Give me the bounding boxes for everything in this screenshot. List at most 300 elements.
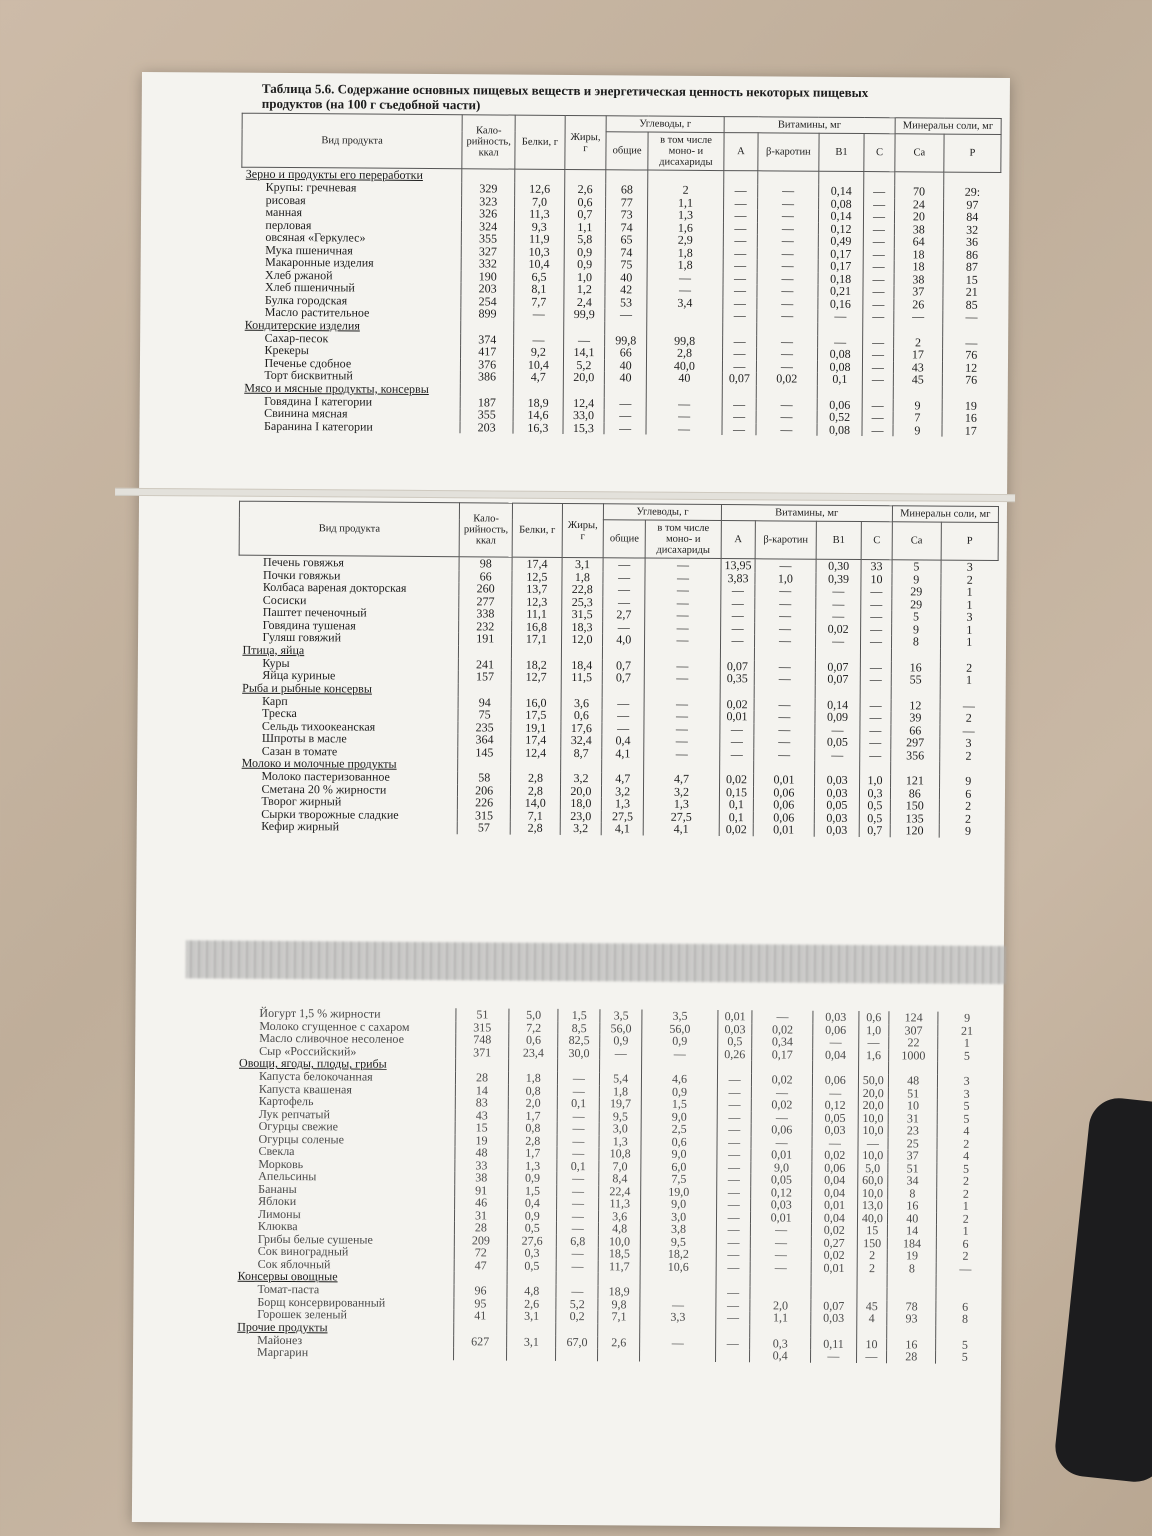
value-cell: 277	[459, 595, 512, 608]
col-header-carbs: Углеводы, г	[604, 504, 722, 521]
value-cell: 12,4	[563, 396, 605, 409]
empty-cell	[863, 386, 893, 399]
value-cell: 2,7	[603, 608, 645, 621]
value-cell: 31,5	[561, 608, 603, 621]
value-cell: 12,7	[511, 671, 560, 684]
value-cell: 324	[462, 220, 515, 233]
value-cell: —	[818, 310, 864, 323]
value-cell: 16,0	[511, 696, 560, 709]
value-cell: 0,03	[718, 1023, 752, 1036]
value-cell: 16	[887, 1338, 936, 1351]
value-cell: 28	[454, 1221, 507, 1234]
empty-cell	[459, 645, 512, 658]
value-cell: —	[861, 635, 891, 648]
value-cell: —	[943, 311, 1000, 324]
value-cell: 4,0	[603, 633, 645, 646]
empty-cell	[936, 1275, 993, 1288]
value-cell: —	[864, 185, 894, 198]
value-cell: 1,0	[564, 270, 606, 283]
value-cell: 0,08	[817, 360, 863, 373]
value-cell: 9,0	[641, 1198, 717, 1211]
value-cell: —	[754, 748, 815, 761]
value-cell: 0,1	[558, 1097, 600, 1110]
value-cell: 10,0	[858, 1112, 888, 1125]
value-cell: 97	[944, 198, 1001, 211]
value-cell: 96	[454, 1284, 507, 1297]
value-cell: 0,02	[812, 1149, 858, 1162]
value-cell: —	[754, 660, 815, 673]
value-cell: —	[717, 1198, 751, 1211]
value-cell: —	[723, 272, 757, 285]
value-cell: —	[758, 197, 819, 210]
value-cell: —	[757, 309, 818, 322]
value-cell: 226	[457, 796, 510, 809]
value-cell: 0,07	[815, 660, 861, 673]
value-cell: 9,3	[515, 220, 564, 233]
value-cell: 40	[888, 1212, 937, 1225]
value-cell: 0,01	[751, 1148, 812, 1161]
value-cell: 1,5	[558, 1009, 600, 1022]
value-cell: 46	[454, 1196, 507, 1209]
value-cell: 19	[455, 1134, 508, 1147]
value-cell: 187	[460, 396, 513, 409]
value-cell: 2,0	[508, 1097, 557, 1110]
value-cell: 17	[893, 348, 942, 361]
value-cell: 60,0	[857, 1174, 887, 1187]
value-cell: 10,0	[858, 1149, 888, 1162]
value-cell: 10,0	[858, 1124, 888, 1137]
value-cell: 1,7	[508, 1109, 557, 1122]
value-cell: 83	[455, 1096, 508, 1109]
value-cell	[507, 1348, 556, 1361]
value-cell: —	[644, 710, 720, 723]
col-header-min-ca: Са	[892, 522, 942, 560]
value-cell: —	[817, 335, 863, 348]
table-body	[237, 555, 998, 837]
value-cell: 74	[606, 221, 648, 234]
value-cell: 23,0	[560, 809, 602, 822]
empty-cell	[811, 1324, 857, 1337]
value-cell: —	[716, 1248, 750, 1261]
value-cell: 145	[458, 746, 511, 759]
empty-cell	[514, 320, 563, 333]
value-cell: 2,6	[598, 1336, 640, 1349]
empty-cell	[720, 647, 754, 660]
value-cell: 0,6	[641, 1135, 717, 1148]
value-cell: 15,3	[563, 421, 605, 434]
value-cell: —	[754, 723, 815, 736]
value-cell: —	[718, 1073, 752, 1086]
value-cell: 235	[458, 721, 511, 734]
value-cell: 0,07	[811, 1299, 857, 1312]
value-cell: 0,8	[508, 1084, 557, 1097]
value-cell: 9,0	[641, 1148, 717, 1161]
empty-cell	[942, 386, 999, 399]
value-cell: 22	[889, 1036, 938, 1049]
product-name: Борщ консервированный	[257, 1294, 386, 1310]
value-cell	[857, 1287, 887, 1300]
value-cell: —	[558, 1072, 600, 1085]
value-cell: 5	[937, 1162, 994, 1175]
value-cell: 25,3	[561, 595, 603, 608]
value-cell: 157	[458, 670, 511, 683]
value-cell: —	[717, 1161, 751, 1174]
value-cell: 0,26	[718, 1048, 752, 1061]
value-cell: 1,8	[509, 1072, 558, 1085]
value-cell: 9,8	[598, 1298, 640, 1311]
value-cell: —	[864, 198, 894, 211]
value-cell: —	[603, 621, 645, 634]
value-cell: 29	[891, 598, 940, 611]
value-cell: 0,9	[564, 245, 606, 258]
value-cell: 6	[937, 1237, 994, 1250]
empty-cell	[817, 385, 863, 398]
value-cell: 28	[887, 1350, 936, 1363]
value-cell: 0,01	[753, 823, 814, 836]
empty-cell	[861, 648, 891, 661]
value-cell: 16,3	[513, 421, 562, 434]
col-header-carbs: Углеводы, г	[606, 116, 724, 133]
table-section-2	[237, 501, 999, 838]
value-cell: 1,3	[508, 1159, 557, 1172]
value-cell: —	[754, 672, 815, 685]
value-cell: —	[558, 1122, 600, 1135]
value-cell: 31	[888, 1112, 937, 1125]
value-cell: 1	[937, 1200, 994, 1213]
product-name: Апельсины	[258, 1168, 317, 1184]
value-cell: 0,06	[813, 1023, 859, 1036]
empty-cell	[893, 386, 942, 399]
value-cell: —	[864, 248, 894, 261]
empty-cell	[754, 685, 815, 698]
value-cell: —	[863, 310, 893, 323]
value-cell: 9,5	[640, 1235, 716, 1248]
empty-cell	[856, 1325, 886, 1338]
value-cell: —	[723, 297, 757, 310]
value-cell: 0,17	[818, 247, 864, 260]
value-cell: 19,0	[641, 1185, 717, 1198]
value-cell: —	[893, 310, 942, 323]
value-cell: —	[722, 423, 756, 436]
value-cell: —	[722, 360, 756, 373]
product-name: Лимоны	[257, 1206, 301, 1221]
value-cell: 0,02	[756, 372, 817, 385]
value-cell: 26	[894, 298, 943, 311]
value-cell: 355	[461, 232, 514, 245]
value-cell: 40	[605, 271, 647, 284]
value-cell: 2	[937, 1212, 994, 1225]
col-header-min-ca: Са	[895, 134, 945, 172]
product-name: Сельдь тихоокеанская	[261, 718, 376, 734]
product-name: Масло растительное	[264, 304, 370, 320]
value-cell: 11,7	[598, 1260, 640, 1273]
empty-cell	[461, 320, 514, 333]
value-cell: 307	[889, 1024, 938, 1037]
value-cell: 41	[454, 1309, 507, 1322]
empty-cell	[644, 684, 720, 698]
value-cell: 58	[458, 771, 511, 784]
value-cell: 0,5	[860, 799, 890, 812]
value-cell: 2	[937, 1137, 994, 1150]
col-header-protein: Белки, г	[515, 115, 565, 169]
value-cell: 203	[460, 421, 513, 434]
value-cell: 1	[941, 598, 998, 611]
value-cell: 11,9	[515, 233, 564, 246]
value-cell: 3,2	[643, 785, 719, 798]
col-header-fat: Жиры, г	[562, 503, 604, 557]
value-cell	[936, 1288, 993, 1301]
value-cell: 27,6	[507, 1234, 556, 1247]
value-cell: 4	[938, 1125, 995, 1138]
value-cell: —	[755, 597, 816, 610]
value-cell: 1,1	[648, 196, 724, 209]
value-cell: 18,0	[560, 797, 602, 810]
col-header-min-p: Р	[941, 522, 998, 560]
col-header-carbs-total: общие	[606, 132, 648, 170]
value-cell: —	[755, 609, 816, 622]
empty-cell	[561, 683, 603, 696]
value-cell: 3	[940, 737, 997, 750]
value-cell: —	[721, 597, 755, 610]
value-cell: 417	[461, 345, 514, 358]
value-cell: 29	[892, 585, 941, 598]
value-cell: 5	[938, 1112, 995, 1125]
value-cell: 75	[458, 708, 511, 721]
value-cell: 18,3	[561, 620, 603, 633]
product-name: Грибы белые сушеные	[257, 1231, 373, 1247]
value-cell	[453, 1347, 506, 1360]
value-cell: 15	[943, 273, 1000, 286]
product-name: Лук репчатый	[258, 1106, 330, 1121]
value-cell: —	[602, 722, 644, 735]
value-cell: 99,9	[563, 308, 605, 321]
value-cell: 3,4	[647, 296, 723, 309]
value-cell: —	[716, 1236, 750, 1249]
value-cell: 30,0	[558, 1046, 600, 1059]
value-cell: 2,8	[508, 1134, 557, 1147]
value-cell: 0,7	[603, 659, 645, 672]
col-header-carbs-total: общие	[603, 520, 645, 558]
value-cell: 0,03	[751, 1198, 812, 1211]
value-cell: 10,0	[599, 1235, 641, 1248]
nutrition-table	[237, 501, 999, 838]
value-cell: 8	[891, 635, 940, 648]
value-cell: —	[723, 335, 757, 348]
value-cell: 0,4	[750, 1349, 811, 1362]
value-cell: 6	[939, 787, 996, 800]
value-cell: 323	[462, 195, 515, 208]
value-cell: 20,0	[563, 371, 605, 384]
value-cell: 3,8	[640, 1223, 716, 1236]
value-cell: 0,05	[815, 736, 861, 749]
product-name: Хлеб пшеничный	[264, 279, 355, 295]
value-cell: 0,11	[811, 1337, 857, 1350]
value-cell: 3,5	[642, 1010, 718, 1023]
value-cell: 0,01	[718, 1010, 752, 1023]
value-cell: —	[751, 1136, 812, 1149]
value-cell: —	[716, 1299, 750, 1312]
product-name: Кефир жирный	[261, 818, 340, 834]
value-cell: —	[862, 399, 892, 412]
caption-line-1: Таблица 5.6. Содержание основных пищевых веществ и энергетическая ценность некоторых пищевых	[261, 80, 869, 101]
value-cell: 9,0	[751, 1161, 812, 1174]
value-cell: 10,4	[514, 258, 563, 271]
value-cell: 260	[459, 582, 512, 595]
value-cell	[598, 1348, 640, 1361]
value-cell: 0,9	[600, 1034, 642, 1047]
empty-cell	[640, 1323, 716, 1337]
value-cell: 5	[938, 1049, 995, 1062]
value-cell: 9	[893, 399, 942, 412]
value-cell: 4,7	[602, 772, 644, 785]
value-cell: —	[557, 1247, 599, 1260]
col-header-vit-a: А	[721, 521, 755, 559]
value-cell: 0,3	[507, 1247, 556, 1260]
value-cell: 0,05	[812, 1111, 858, 1124]
value-cell: 14	[455, 1084, 508, 1097]
empty-cell	[603, 646, 645, 659]
value-cell: —	[860, 724, 890, 737]
value-cell: —	[723, 247, 757, 260]
value-cell: 18	[894, 260, 943, 273]
value-cell: —	[563, 333, 605, 346]
value-cell: 10,4	[514, 358, 563, 371]
value-cell: 56,0	[642, 1022, 718, 1035]
value-cell: 4,8	[599, 1222, 641, 1235]
value-cell: 2,8	[647, 347, 723, 360]
value-cell: —	[717, 1123, 751, 1136]
value-cell: —	[860, 749, 890, 762]
value-cell: 6,0	[641, 1160, 717, 1173]
value-cell: 28	[455, 1071, 508, 1084]
value-cell: 0,4	[602, 734, 644, 747]
value-cell: 16	[891, 661, 940, 674]
value-cell: 0,7	[564, 208, 606, 221]
value-cell: 19,1	[511, 721, 560, 734]
value-cell: 191	[459, 632, 512, 645]
value-cell: 18,9	[513, 396, 562, 409]
value-cell: 23	[888, 1124, 937, 1137]
value-cell: —	[937, 1262, 994, 1275]
value-cell: —	[645, 596, 721, 609]
value-cell: 18,9	[598, 1285, 640, 1298]
value-cell: 40	[605, 359, 647, 372]
value-cell	[811, 1287, 857, 1300]
value-cell: 0,52	[817, 411, 863, 424]
product-name: Печень говяжья	[263, 554, 345, 570]
value-cell: 8,7	[560, 746, 602, 759]
col-header-vit-bcarotene: β-каротин	[755, 521, 816, 559]
col-header-product: Вид продукта	[239, 501, 459, 557]
value-cell: 6,5	[514, 270, 563, 283]
value-cell: 94	[458, 696, 511, 709]
value-cell: —	[755, 634, 816, 647]
value-cell: 0,01	[811, 1261, 857, 1274]
empty-cell	[720, 685, 754, 698]
value-cell: 57	[457, 821, 510, 834]
value-cell: 7,0	[515, 195, 564, 208]
value-cell: 0,01	[812, 1199, 858, 1212]
value-cell: 72	[454, 1246, 507, 1259]
value-cell: 4,1	[643, 823, 719, 836]
value-cell: 85	[943, 298, 1000, 311]
product-name: Мука пшеничная	[265, 242, 353, 257]
value-cell: —	[646, 422, 722, 435]
product-name: Томат-паста	[257, 1281, 320, 1297]
value-cell: 0,3	[860, 787, 890, 800]
value-cell: 66	[891, 724, 940, 737]
value-cell: 3,1	[507, 1310, 556, 1323]
value-cell: 17,5	[511, 709, 560, 722]
empty-cell	[750, 1273, 811, 1286]
value-cell: —	[756, 398, 817, 411]
value-cell: 0,9	[508, 1209, 557, 1222]
value-cell: 1000	[889, 1049, 938, 1062]
value-cell: 5	[891, 610, 940, 623]
value-cell: —	[557, 1172, 599, 1185]
value-cell: 5,0	[509, 1009, 558, 1022]
value-cell: 0,06	[754, 786, 815, 799]
value-cell: 12,6	[515, 183, 564, 196]
value-cell: —	[645, 584, 721, 597]
value-cell: —	[717, 1148, 751, 1161]
value-cell: 0,49	[818, 235, 864, 248]
value-cell: 9,5	[599, 1110, 641, 1123]
value-cell: 0,9	[642, 1035, 718, 1048]
value-cell: 0,06	[751, 1123, 812, 1136]
value-cell: 33,0	[563, 409, 605, 422]
value-cell: 16	[942, 412, 999, 425]
value-cell: 3,0	[599, 1122, 641, 1135]
value-cell: 1,2	[564, 283, 606, 296]
product-name: Клюква	[257, 1218, 298, 1234]
value-cell: 4,1	[602, 747, 644, 760]
value-cell: 0,03	[814, 774, 860, 787]
value-cell: 7,7	[514, 295, 563, 308]
value-cell: 25	[888, 1137, 937, 1150]
value-cell: —	[757, 272, 818, 285]
value-cell: 0,04	[812, 1211, 858, 1224]
empty-cell	[507, 1322, 556, 1335]
value-cell: —	[720, 735, 754, 748]
value-cell: —	[757, 222, 818, 235]
value-cell: 40,0	[857, 1212, 887, 1225]
value-cell: 18,2	[512, 658, 561, 671]
value-cell: 16	[888, 1199, 937, 1212]
empty-cell	[563, 320, 605, 333]
value-cell: 36	[943, 236, 1000, 249]
product-name: Масло сливочное несоленое	[259, 1030, 404, 1046]
product-name: Говядина тушеная	[262, 617, 356, 633]
value-cell: 5	[936, 1351, 993, 1364]
value-cell: 9	[893, 424, 942, 437]
value-cell: 7,5	[641, 1173, 717, 1186]
value-cell: 5	[938, 1100, 995, 1113]
value-cell: 17,6	[560, 721, 602, 734]
value-cell: —	[604, 397, 646, 410]
value-cell: 8	[936, 1313, 993, 1326]
value-cell: —	[645, 558, 721, 572]
col-header-vit-b1: B1	[816, 521, 862, 559]
value-cell: 93	[887, 1312, 936, 1325]
value-cell: 74	[606, 246, 648, 259]
value-cell: —	[716, 1223, 750, 1236]
value-cell	[640, 1349, 716, 1362]
value-cell: 13,0	[857, 1199, 887, 1212]
value-cell	[647, 309, 723, 322]
value-cell: 0,06	[753, 798, 814, 811]
value-cell: 0,17	[752, 1048, 813, 1061]
